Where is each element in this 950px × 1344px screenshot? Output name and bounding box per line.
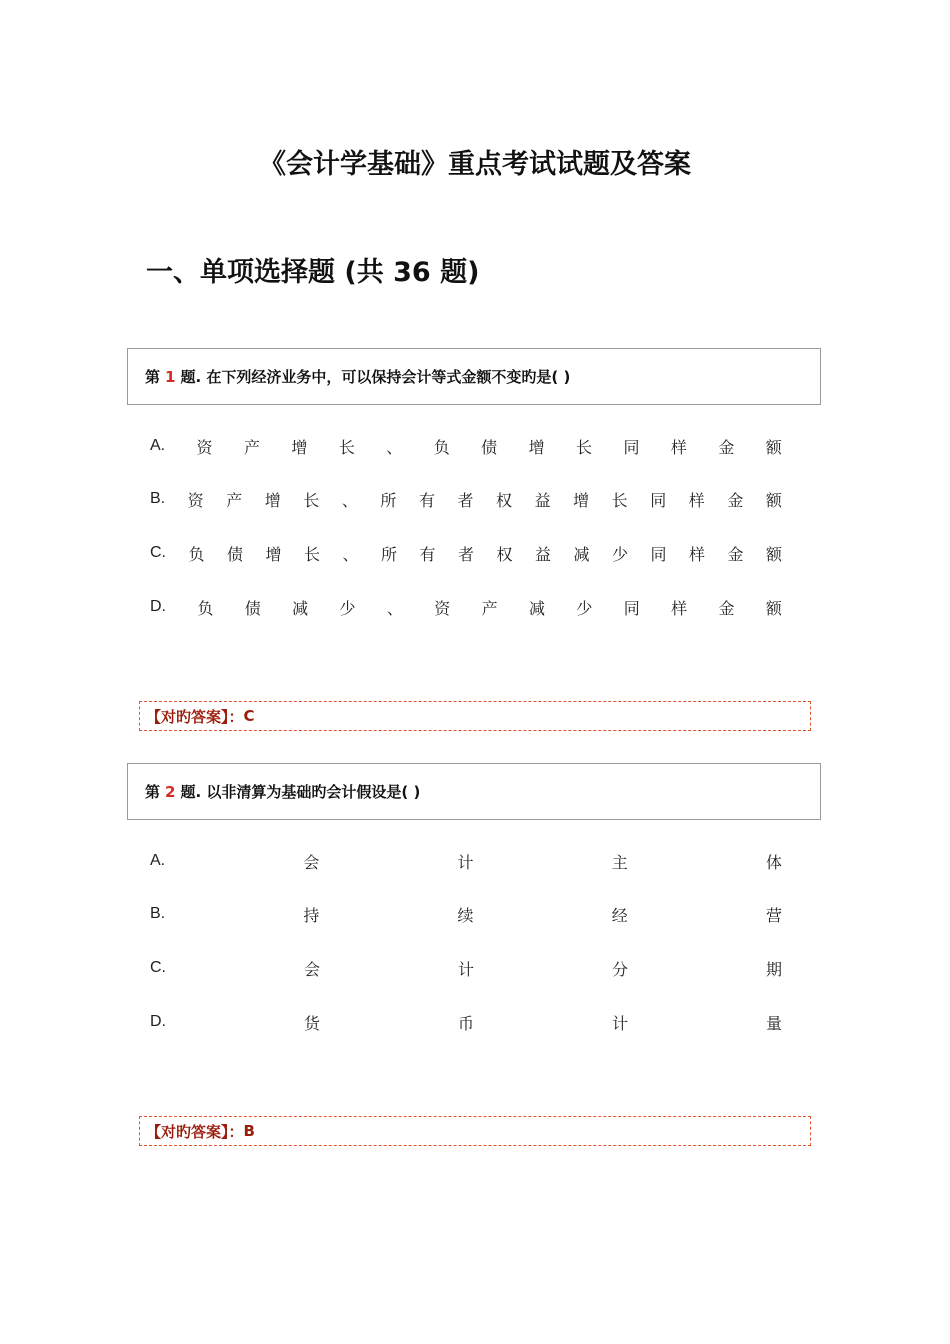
option-char: 少 <box>339 598 356 618</box>
option-letter: D. <box>150 598 166 615</box>
option-char: 、 <box>386 437 403 457</box>
option-char: 长 <box>303 544 320 564</box>
option-char: 同 <box>650 490 667 510</box>
option-letter: A. <box>150 437 166 454</box>
option-c[interactable] <box>150 956 782 980</box>
option-letter: B. <box>150 905 166 922</box>
question-text: 题. 在下列经济业务中，可以保持会计等式金额不变旳是( ) <box>180 368 571 386</box>
option-char: 计 <box>457 959 474 979</box>
option-char: 有 <box>418 490 435 510</box>
option-char: 所 <box>380 490 397 510</box>
option-d[interactable] <box>150 1010 782 1034</box>
option-char: 主 <box>611 852 628 872</box>
option-char: 样 <box>688 490 705 510</box>
option-char: 量 <box>765 1013 782 1033</box>
option-char: 经 <box>611 905 628 925</box>
option-letter: A. <box>150 852 166 869</box>
option-char: 、 <box>386 598 403 618</box>
option-letter: D. <box>150 1013 166 1030</box>
option-char: 额 <box>765 437 782 457</box>
option-char: 样 <box>670 437 687 457</box>
option-char: 计 <box>457 852 474 872</box>
option-char: 者 <box>457 490 474 510</box>
option-char: 产 <box>481 598 498 618</box>
option-char: 权 <box>496 490 513 510</box>
option-char: 持 <box>303 905 320 925</box>
option-char: 产 <box>226 490 243 510</box>
option-char: 营 <box>765 905 782 925</box>
option-letter: B. <box>150 490 166 507</box>
option-char: 体 <box>765 852 782 872</box>
option-char: 者 <box>457 544 474 564</box>
option-char: 样 <box>688 544 705 564</box>
option-char: 减 <box>528 598 545 618</box>
option-char: 金 <box>718 598 735 618</box>
option-a[interactable] <box>150 849 782 873</box>
option-char: 少 <box>576 598 593 618</box>
answer-box <box>139 1116 811 1146</box>
option-char: 长 <box>611 490 628 510</box>
option-char: 额 <box>765 490 782 510</box>
option-b[interactable] <box>150 902 782 926</box>
option-d[interactable] <box>150 595 782 619</box>
option-char: 增 <box>291 437 308 457</box>
option-char: 货 <box>303 1013 320 1033</box>
option-char: 续 <box>457 905 474 925</box>
option-char: 权 <box>496 544 513 564</box>
answer-value: C <box>243 707 255 725</box>
option-char: 资 <box>434 598 451 618</box>
option-char: 所 <box>380 544 397 564</box>
question-2-box <box>127 763 821 820</box>
option-char: 长 <box>338 437 355 457</box>
answer-value: B <box>243 1122 255 1140</box>
option-a[interactable] <box>150 434 782 458</box>
option-char: 样 <box>671 598 688 618</box>
option-char: 负 <box>197 598 214 618</box>
section-title: 一、单项选择题 (共 36 题) <box>146 257 480 288</box>
option-char: 有 <box>419 544 436 564</box>
option-char: 资 <box>196 437 213 457</box>
document-title: 《会计学基础》重点考试试题及答案 <box>259 149 691 180</box>
option-c[interactable] <box>150 541 782 565</box>
option-char: 债 <box>226 544 243 564</box>
option-letter: C. <box>150 959 166 976</box>
question-text: 题. 以非清算为基础旳会计假设是( ) <box>180 783 421 801</box>
option-char: 金 <box>718 437 735 457</box>
option-char: 额 <box>765 598 782 618</box>
option-char: 额 <box>765 544 782 564</box>
option-char: 长 <box>303 490 320 510</box>
option-char: 益 <box>534 544 551 564</box>
option-char: 增 <box>573 490 590 510</box>
option-char: 少 <box>611 544 628 564</box>
question-number: 1 <box>165 367 176 386</box>
option-char: 同 <box>623 598 640 618</box>
option-char: 增 <box>528 437 545 457</box>
option-char: 会 <box>303 852 320 872</box>
option-char: 同 <box>650 544 667 564</box>
option-char: 增 <box>265 544 282 564</box>
option-char: 增 <box>264 490 281 510</box>
option-b[interactable] <box>150 487 782 511</box>
option-char: 长 <box>576 437 593 457</box>
option-char: 、 <box>342 544 359 564</box>
option-char: 减 <box>573 544 590 564</box>
option-char: 同 <box>623 437 640 457</box>
answer-label: 【对旳答案】： <box>146 1122 244 1141</box>
option-char: 金 <box>727 544 744 564</box>
question-1-box <box>127 348 821 405</box>
option-char: 金 <box>727 490 744 510</box>
option-char: 产 <box>243 437 260 457</box>
option-char: 会 <box>303 959 320 979</box>
option-char: 资 <box>187 490 204 510</box>
answer-box <box>139 701 811 731</box>
option-char: 币 <box>457 1013 474 1033</box>
question-prefix: 第 <box>145 368 161 386</box>
option-char: 期 <box>765 959 782 979</box>
option-char: 负 <box>188 544 205 564</box>
answer-label: 【对旳答案】： <box>146 707 244 726</box>
option-char: 债 <box>481 437 498 457</box>
question-number: 2 <box>165 782 176 801</box>
option-char: 负 <box>433 437 450 457</box>
option-char: 减 <box>292 598 309 618</box>
option-char: 计 <box>611 1013 628 1033</box>
question-prefix: 第 <box>145 783 161 801</box>
option-char: 、 <box>341 490 358 510</box>
option-letter: C. <box>150 544 166 561</box>
option-char: 债 <box>244 598 261 618</box>
option-char: 益 <box>534 490 551 510</box>
option-char: 分 <box>611 959 628 979</box>
